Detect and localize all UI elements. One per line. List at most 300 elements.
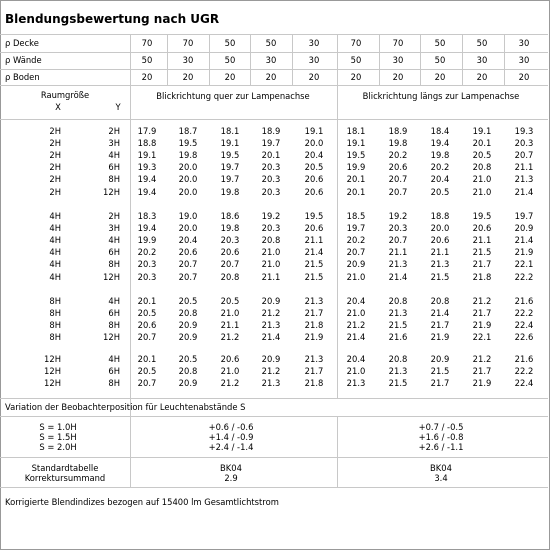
- ugr-value: 19.7: [346, 223, 366, 234]
- room-y: 8H: [108, 320, 120, 331]
- room-x: 12H: [44, 378, 61, 389]
- ugr-value: 21.6: [388, 332, 408, 343]
- ugr-value: 21.5: [472, 247, 492, 258]
- ugr-value: 18.5: [346, 211, 366, 221]
- reflectance-value: 50: [265, 38, 277, 48]
- divider-line: [0, 69, 548, 70]
- ugr-value: 20.8: [178, 366, 198, 377]
- ugr-value: 19.0: [178, 211, 198, 221]
- ugr-value: 22.1: [472, 332, 492, 343]
- divider-line: [337, 416, 338, 487]
- ugr-value: 20.6: [178, 247, 198, 258]
- divider-line: [0, 398, 548, 399]
- ugr-value: 20.9: [346, 259, 366, 270]
- reflectance-value: 30: [265, 55, 277, 65]
- ugr-value: 19.7: [261, 138, 281, 149]
- ugr-value: 20.0: [430, 223, 450, 234]
- ugr-value: 21.1: [388, 247, 408, 258]
- reflectance-label: ρ Boden: [5, 72, 40, 82]
- standard-table-label: Standardtabelle: [31, 463, 99, 473]
- ugr-value: 21.8: [304, 320, 324, 331]
- ugr-value: 21.9: [430, 332, 450, 343]
- quer-correction: 2.9: [224, 473, 238, 483]
- ugr-value: 19.1: [346, 138, 366, 149]
- ugr-value: 20.5: [220, 296, 240, 306]
- ugr-value: 19.1: [472, 126, 492, 136]
- quer-header: Blickrichtung quer zur Lampenachse: [156, 91, 310, 101]
- ugr-value: 21.3: [261, 320, 281, 331]
- ugr-value: 20.1: [346, 186, 366, 197]
- ugr-value: 20.8: [472, 162, 492, 173]
- reflectance-value: 30: [518, 55, 530, 65]
- reflectance-value: 20: [476, 72, 488, 82]
- ugr-value: 20.8: [261, 235, 281, 246]
- reflectance-value: 70: [182, 38, 194, 48]
- ugr-value: 21.3: [388, 308, 408, 319]
- variation-quer: +1.4 / -0.9: [208, 432, 254, 442]
- reflectance-value: 70: [350, 38, 362, 48]
- ugr-value: 18.1: [220, 126, 240, 136]
- room-x: 4H: [49, 211, 61, 221]
- ugr-value: 20.7: [137, 332, 157, 343]
- ugr-value: 21.0: [472, 174, 492, 185]
- ugr-value: 21.1: [514, 162, 534, 173]
- ugr-value: 21.3: [388, 366, 408, 377]
- reflectance-value: 30: [392, 55, 404, 65]
- ugr-value: 19.1: [137, 150, 157, 161]
- ugr-value: 20.8: [178, 308, 198, 319]
- room-x: 12H: [44, 354, 61, 364]
- ugr-value: 21.0: [261, 247, 281, 258]
- ugr-value: 19.8: [220, 186, 240, 197]
- room-y: 8H: [108, 378, 120, 389]
- divider-line: [462, 34, 463, 85]
- reflectance-value: 30: [308, 55, 320, 65]
- reflectance-value: 50: [434, 55, 446, 65]
- footnote: Korrigierte Blendindizes bezogen auf 15400 lm Gesamtlichtstrom: [5, 497, 279, 507]
- ugr-value: 20.6: [220, 247, 240, 258]
- room-y: 6H: [108, 247, 120, 258]
- ugr-value: 21.9: [304, 332, 324, 343]
- room-y: 12H: [103, 186, 120, 197]
- ugr-value: 20.7: [346, 247, 366, 258]
- divider-line: [379, 34, 380, 85]
- ugr-value: 20.1: [137, 296, 157, 306]
- ugr-value: 20.6: [388, 162, 408, 173]
- room-x: 8H: [49, 308, 61, 319]
- ugr-value: 20.7: [178, 271, 198, 282]
- ugr-value: 20.3: [388, 223, 408, 234]
- ugr-value: 19.4: [430, 138, 450, 149]
- ugr-value: 22.2: [514, 271, 534, 282]
- ugr-value: 18.3: [137, 211, 157, 221]
- ugr-value: 21.1: [261, 271, 281, 282]
- ugr-value: 20.6: [472, 223, 492, 234]
- ugr-value: 21.7: [304, 366, 324, 377]
- ugr-value: 20.2: [346, 235, 366, 246]
- divider-line: [0, 52, 548, 53]
- ugr-value: 20.9: [514, 223, 534, 234]
- ugr-value: 21.0: [346, 308, 366, 319]
- ugr-value: 20.6: [137, 320, 157, 331]
- ugr-value: 20.7: [388, 186, 408, 197]
- ugr-value: 21.3: [304, 296, 324, 306]
- ugr-value: 20.9: [178, 320, 198, 331]
- room-y: 12H: [103, 271, 120, 282]
- ugr-value: 18.1: [346, 126, 366, 136]
- ugr-value: 21.0: [472, 186, 492, 197]
- ugr-value: 21.5: [430, 271, 450, 282]
- divider-line: [292, 34, 293, 85]
- reflectance-value: 70: [141, 38, 153, 48]
- ugr-value: 20.0: [178, 174, 198, 185]
- room-y: 8H: [108, 259, 120, 270]
- ugr-value: 19.9: [137, 235, 157, 246]
- ugr-value: 20.9: [178, 378, 198, 389]
- ugr-value: 22.4: [514, 378, 534, 389]
- variation-laengs: +0.7 / -0.5: [418, 422, 464, 432]
- reflectance-value: 20: [350, 72, 362, 82]
- reflectance-value: 30: [182, 55, 194, 65]
- ugr-value: 20.7: [514, 150, 534, 161]
- ugr-value: 19.4: [137, 223, 157, 234]
- room-y: 12H: [103, 332, 120, 343]
- ugr-value: 21.6: [514, 354, 534, 364]
- reflectance-value: 20: [308, 72, 320, 82]
- reflectance-label: ρ Wände: [5, 55, 42, 65]
- ugr-value: 19.8: [220, 223, 240, 234]
- reflectance-value: 20: [265, 72, 277, 82]
- ugr-value: 21.4: [514, 235, 534, 246]
- ugr-value: 19.2: [261, 211, 281, 221]
- spacing-label: S = 1.5H: [39, 432, 77, 442]
- laengs-standard-table: BK04: [430, 463, 452, 473]
- ugr-value: 20.8: [430, 296, 450, 306]
- ugr-value: 21.4: [261, 332, 281, 343]
- ugr-value: 20.5: [178, 354, 198, 364]
- ugr-value: 22.4: [514, 320, 534, 331]
- ugr-value: 20.8: [220, 271, 240, 282]
- ugr-value: 20.4: [346, 296, 366, 306]
- ugr-value: 21.5: [388, 320, 408, 331]
- ugr-value: 20.9: [261, 296, 281, 306]
- quer-standard-table: BK04: [220, 463, 242, 473]
- ugr-value: 21.0: [220, 366, 240, 377]
- ugr-value: 20.7: [178, 259, 198, 270]
- reflectance-value: 20: [182, 72, 194, 82]
- ugr-value: 20.6: [220, 354, 240, 364]
- ugr-value: 20.7: [137, 378, 157, 389]
- ugr-value: 21.2: [261, 308, 281, 319]
- divider-line: [420, 34, 421, 85]
- ugr-value: 19.3: [137, 162, 157, 173]
- ugr-value: 20.6: [304, 174, 324, 185]
- ugr-value: 21.7: [430, 378, 450, 389]
- ugr-value: 21.0: [346, 271, 366, 282]
- ugr-value: 19.8: [430, 150, 450, 161]
- variation-laengs: +1.6 / -0.8: [418, 432, 464, 442]
- ugr-value: 21.7: [430, 320, 450, 331]
- ugr-value: 20.3: [137, 271, 157, 282]
- ugr-value: 21.3: [388, 259, 408, 270]
- ugr-value: 21.7: [472, 366, 492, 377]
- reflectance-value: 20: [434, 72, 446, 82]
- reflectance-value: 50: [224, 38, 236, 48]
- divider-line: [250, 34, 251, 85]
- y-header: Y: [115, 102, 121, 112]
- raumgroesse-header: Raumgröße: [40, 90, 90, 100]
- ugr-value: 21.9: [472, 378, 492, 389]
- ugr-value: 21.4: [388, 271, 408, 282]
- divider-line: [0, 85, 548, 86]
- ugr-value: 20.6: [430, 235, 450, 246]
- ugr-value: 20.5: [472, 150, 492, 161]
- ugr-value: 20.9: [178, 332, 198, 343]
- ugr-value: 20.3: [261, 174, 281, 185]
- ugr-value: 21.5: [304, 271, 324, 282]
- ugr-value: 20.4: [304, 150, 324, 161]
- room-x: 2H: [49, 162, 61, 173]
- ugr-value: 21.0: [261, 259, 281, 270]
- ugr-value: 19.4: [137, 186, 157, 197]
- ugr-value: 20.3: [220, 235, 240, 246]
- reflectance-value: 20: [224, 72, 236, 82]
- ugr-value: 20.5: [137, 308, 157, 319]
- ugr-value: 21.2: [220, 332, 240, 343]
- ugr-value: 21.4: [514, 186, 534, 197]
- reflectance-value: 30: [518, 38, 530, 48]
- ugr-value: 18.4: [430, 126, 450, 136]
- room-y: 4H: [108, 296, 120, 306]
- ugr-value: 19.3: [514, 126, 534, 136]
- room-y: 4H: [108, 150, 120, 161]
- ugr-value: 17.9: [137, 126, 157, 136]
- x-header: X: [55, 102, 61, 112]
- ugr-value: 20.9: [261, 354, 281, 364]
- ugr-value: 21.7: [472, 259, 492, 270]
- ugr-value: 18.9: [388, 126, 408, 136]
- ugr-value: 19.5: [472, 211, 492, 221]
- ugr-value: 21.1: [304, 235, 324, 246]
- spacing-label: S = 1.0H: [39, 422, 77, 432]
- room-x: 2H: [49, 150, 61, 161]
- room-x: 8H: [49, 296, 61, 306]
- ugr-value: 18.8: [137, 138, 157, 149]
- reflectance-value: 50: [224, 55, 236, 65]
- divider-line: [504, 34, 505, 85]
- divider-line: [0, 119, 548, 120]
- room-x: 4H: [49, 223, 61, 234]
- ugr-value: 20.7: [388, 235, 408, 246]
- ugr-value: 20.6: [304, 186, 324, 197]
- ugr-value: 18.6: [220, 211, 240, 221]
- ugr-value: 20.5: [430, 186, 450, 197]
- ugr-value: 21.2: [220, 378, 240, 389]
- room-x: 2H: [49, 174, 61, 185]
- ugr-value: 21.7: [304, 308, 324, 319]
- variation-title: Variation der Beobachterposition für Leuchtenabstände S: [5, 402, 246, 412]
- ugr-value: 22.2: [514, 308, 534, 319]
- ugr-value: 19.2: [388, 211, 408, 221]
- ugr-value: 20.3: [261, 162, 281, 173]
- ugr-value: 19.1: [220, 138, 240, 149]
- room-x: 2H: [49, 138, 61, 149]
- ugr-value: 21.3: [304, 354, 324, 364]
- ugr-value: 19.4: [137, 174, 157, 185]
- room-x: 4H: [49, 235, 61, 246]
- ugr-value: 21.9: [514, 247, 534, 258]
- ugr-value: 20.2: [388, 150, 408, 161]
- ugr-value: 22.1: [514, 259, 534, 270]
- reflectance-value: 20: [141, 72, 153, 82]
- room-y: 2H: [108, 211, 120, 221]
- variation-quer: +0.6 / -0.6: [208, 422, 254, 432]
- ugr-value: 20.1: [346, 174, 366, 185]
- ugr-value: 20.5: [137, 366, 157, 377]
- room-y: 4H: [108, 235, 120, 246]
- ugr-value: 20.5: [178, 296, 198, 306]
- laengs-header: Blickrichtung längs zur Lampenachse: [362, 91, 520, 101]
- ugr-value: 21.8: [472, 271, 492, 282]
- ugr-value: 21.6: [514, 296, 534, 306]
- room-x: 12H: [44, 366, 61, 377]
- room-x: 8H: [49, 332, 61, 343]
- reflectance-value: 20: [518, 72, 530, 82]
- ugr-value: 20.4: [178, 235, 198, 246]
- reflectance-value: 70: [392, 38, 404, 48]
- ugr-value: 21.1: [472, 235, 492, 246]
- room-x: 2H: [49, 126, 61, 136]
- ugr-value: 20.7: [388, 174, 408, 185]
- ugr-value: 20.3: [261, 186, 281, 197]
- room-y: 6H: [108, 366, 120, 377]
- room-x: 4H: [49, 259, 61, 270]
- ugr-value: 19.5: [220, 150, 240, 161]
- ugr-value: 21.1: [220, 320, 240, 331]
- ugr-value: 19.8: [388, 138, 408, 149]
- ugr-value: 20.0: [178, 223, 198, 234]
- ugr-value: 18.9: [261, 126, 281, 136]
- ugr-value: 21.3: [346, 378, 366, 389]
- ugr-value: 21.2: [261, 366, 281, 377]
- ugr-value: 21.3: [430, 259, 450, 270]
- ugr-value: 21.4: [346, 332, 366, 343]
- ugr-value: 20.0: [304, 138, 324, 149]
- ugr-value: 21.5: [304, 259, 324, 270]
- ugr-value: 19.7: [220, 174, 240, 185]
- ugr-value: 20.8: [388, 354, 408, 364]
- ugr-value: 20.9: [430, 354, 450, 364]
- room-y: 3H: [108, 223, 120, 234]
- ugr-value: 21.8: [304, 378, 324, 389]
- ugr-value: 20.3: [514, 138, 534, 149]
- ugr-value: 20.8: [388, 296, 408, 306]
- ugr-value: 20.0: [178, 186, 198, 197]
- reflectance-value: 50: [434, 38, 446, 48]
- ugr-value: 22.2: [514, 366, 534, 377]
- divider-line: [0, 457, 548, 458]
- reflectance-value: 30: [476, 55, 488, 65]
- ugr-value: 21.4: [430, 308, 450, 319]
- ugr-value: 19.5: [178, 138, 198, 149]
- spacing-label: S = 2.0H: [39, 442, 77, 452]
- room-x: 4H: [49, 271, 61, 282]
- ugr-value: 20.2: [137, 247, 157, 258]
- laengs-correction: 3.4: [434, 473, 448, 483]
- ugr-value: 19.7: [220, 162, 240, 173]
- room-y: 2H: [108, 126, 120, 136]
- room-y: 4H: [108, 354, 120, 364]
- page-title: Blendungsbewertung nach UGR: [5, 12, 220, 26]
- room-y: 3H: [108, 138, 120, 149]
- room-y: 6H: [108, 308, 120, 319]
- room-x: 8H: [49, 320, 61, 331]
- ugr-value: 21.3: [261, 378, 281, 389]
- reflectance-value: 50: [350, 55, 362, 65]
- divider-line: [0, 416, 548, 417]
- room-x: 4H: [49, 247, 61, 258]
- correction-label: Korrektursummand: [24, 473, 106, 483]
- ugr-value: 18.8: [430, 211, 450, 221]
- ugr-value: 20.4: [430, 174, 450, 185]
- room-x: 2H: [49, 186, 61, 197]
- ugr-value: 20.1: [472, 138, 492, 149]
- ugr-value: 21.9: [472, 320, 492, 331]
- ugr-value: 20.0: [178, 162, 198, 173]
- ugr-value: 21.5: [388, 378, 408, 389]
- ugr-value: 21.4: [304, 247, 324, 258]
- divider-line: [0, 487, 548, 488]
- ugr-value: 21.5: [430, 366, 450, 377]
- ugr-value: 20.3: [137, 259, 157, 270]
- divider-line: [167, 34, 168, 85]
- ugr-value: 21.2: [472, 296, 492, 306]
- divider-line: [337, 34, 338, 398]
- ugr-value: 21.2: [346, 320, 366, 331]
- ugr-value: 22.6: [514, 332, 534, 343]
- ugr-value: 20.6: [304, 223, 324, 234]
- divider-line: [0, 34, 548, 35]
- ugr-value: 21.3: [514, 174, 534, 185]
- ugr-value: 19.1: [304, 126, 324, 136]
- ugr-value: 19.5: [346, 150, 366, 161]
- ugr-value: 20.1: [261, 150, 281, 161]
- variation-laengs: +2.6 / -1.1: [418, 442, 464, 452]
- ugr-value: 20.3: [261, 223, 281, 234]
- reflectance-value: 20: [392, 72, 404, 82]
- ugr-value: 20.7: [220, 259, 240, 270]
- ugr-value: 20.4: [346, 354, 366, 364]
- ugr-value: 21.1: [430, 247, 450, 258]
- variation-quer: +2.4 / -1.4: [208, 442, 254, 452]
- reflectance-value: 30: [308, 38, 320, 48]
- ugr-value: 21.2: [472, 354, 492, 364]
- ugr-value: 21.7: [472, 308, 492, 319]
- ugr-value: 19.5: [304, 211, 324, 221]
- ugr-value: 20.2: [430, 162, 450, 173]
- ugr-value: 21.0: [220, 308, 240, 319]
- room-y: 8H: [108, 174, 120, 185]
- reflectance-value: 50: [141, 55, 153, 65]
- ugr-value: 21.0: [346, 366, 366, 377]
- ugr-value: 19.8: [178, 150, 198, 161]
- reflectance-label: ρ Decke: [5, 38, 39, 48]
- ugr-value: 19.7: [514, 211, 534, 221]
- room-y: 6H: [108, 162, 120, 173]
- ugr-value: 20.1: [137, 354, 157, 364]
- ugr-value: 19.9: [346, 162, 366, 173]
- ugr-value: 18.7: [178, 126, 198, 136]
